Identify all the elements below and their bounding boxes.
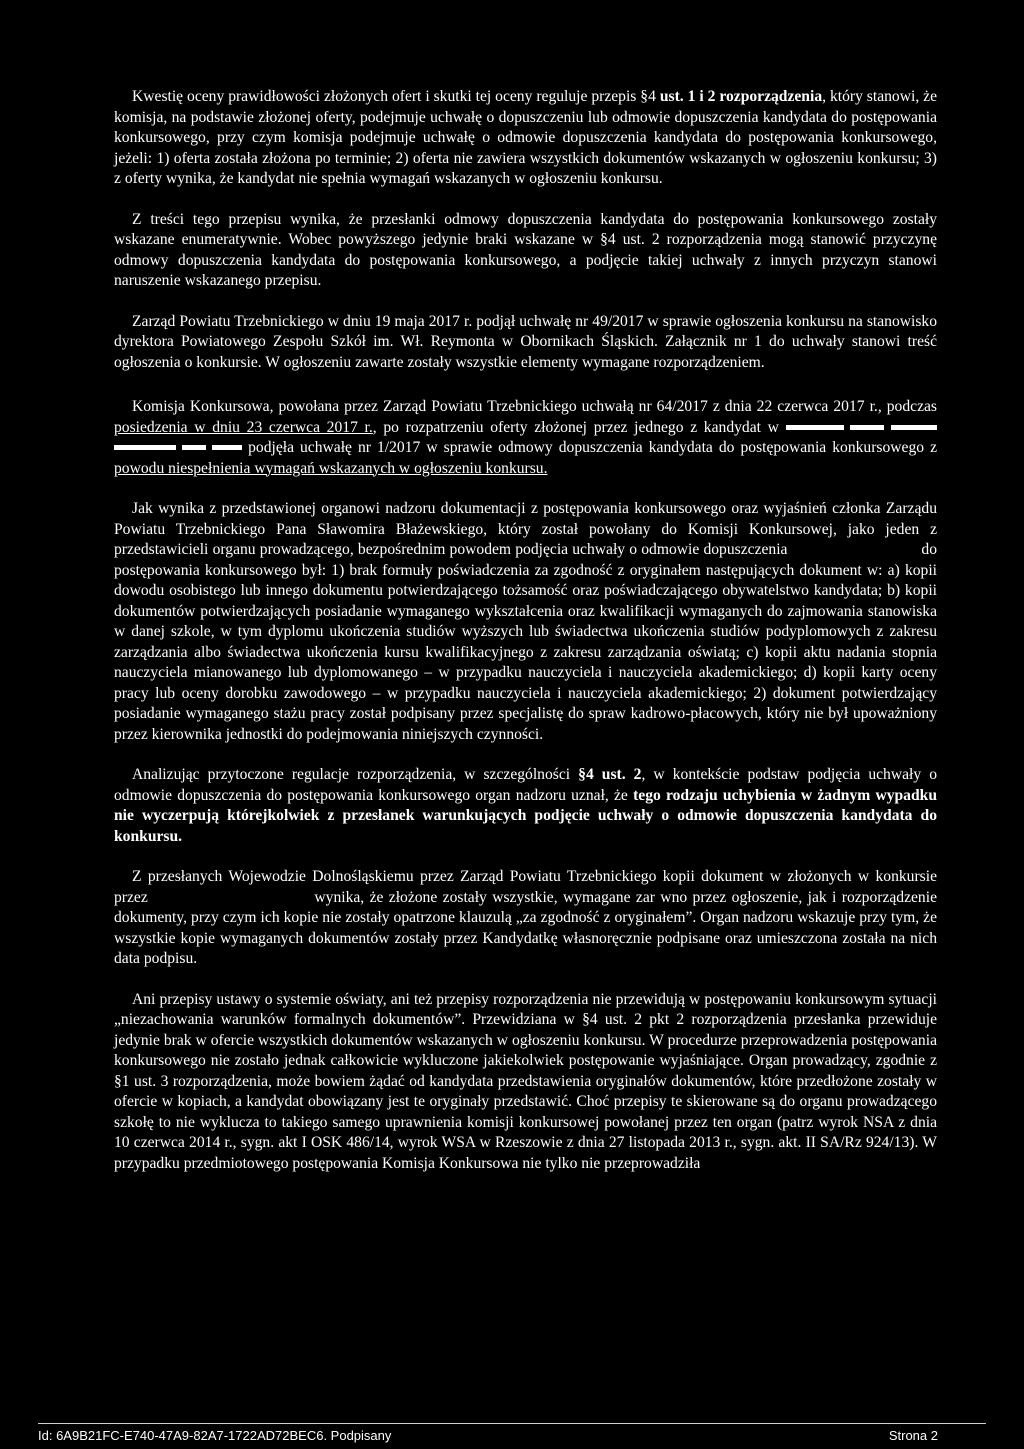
redaction-mark: [212, 445, 242, 450]
paragraph-5: Jak wynika z przedstawionej organowi nadzoru dokumentacji z postępowania konkursowego oraz wyjaśnień członka Zarządu Powiatu Trzebnickiego Pana Sławomira Błażewskiego, który został powołany do Komisji Konkursowej, jako jeden z przedstawicieli organu prowadzącego, bezpośrednim powodem podjęcia uchwały o odmowie dopuszczenia do postępowania konkursowego był: 1) brak formuły poświadczenia za zgodność z oryginałem następujących dokument w: a) kopii dowodu osobistego lub innego dokumentu potwierdzającego tożsamość oraz poświadczającego obywatelstwo kandydata; b) kopii dokumentów potwierdzających posiadanie wymaganego wykształcenia oraz kwalifikacji wymaganych do zajmowania stanowiska w danej szkole, w tym dyplomu ukończenia studiów wyższych lub świadectwa ukończenia studiów podyplomowych z zakresu zarządzania albo świadectwa ukończenia kursu kwalifikacyjnego z zakresu zarządzania oświatą; c) kopii aktu nadania stopnia nauczyciela mianowanego lub dyplomowanego – w przypadku nauczyciela i nauczyciela akademickiego; d) kopii karty oceny pracy lub oceny dorobku zawodowego – w przypadku nauczyciela i nauczyciela akademickiego; 2) dokument potwierdzający posiadanie wymaganego stażu pracy został podpisany przez specjalistę do spraw kadrowo-płacowych, który nie był upoważniony przez kierownika jednostki do podejmowania niniejszych czynności.: [114, 500, 941, 743]
footer-divider: [38, 1423, 986, 1424]
p4-text-a: Komisja Konkursowa, powołana przez Zarząd Powiatu Trzebnickiego uchwałą nr 64/2017 z dnia 22 czerwca 2017 r., podczas: [132, 398, 937, 415]
paragraph-2: Z treści tego przepisu wynika, że przesłanki odmowy dopuszczenia kandydata do postępowania konkursowego zostały wskazane enumeratywnie. Wobec powyższego jedynie braki wskazane w §4 ust. 2 rozporządzenia mogą stanowić przyczynę odmowy dopuszczenia kandydata do postępowania konkursowego, a podjęcie takiej uchwały z innych przyczyn stanowi naruszenie wskazanego przepisu.: [114, 210, 937, 289]
redaction-mark: [182, 445, 206, 450]
footer-page-number: Strona 2: [888, 1428, 938, 1443]
redaction-mark: [850, 425, 884, 430]
paragraph-1: [114, 87, 937, 190]
p6-text-a: Analizując przytoczone regulacje rozporządzenia, w szczególności: [132, 766, 579, 783]
p6-bold-b: §4 ust. 2: [578, 766, 642, 783]
redaction-mark: [891, 425, 937, 430]
p4-underlined-a: posiedzenia w dniu 23 czerwca 2017 r.: [114, 418, 373, 436]
p4-underlined-e: powodu niespełnienia wymagań wskazanych w ogłoszeniu konkursu.: [114, 459, 548, 477]
paragraph-8: Ani przepisy ustawy o systemie oświaty, ani też przepisy rozporządzenia nie przewidują w postępowaniu konkursowym sytuacji „niezachowania warunków formalnych dokumentów”. Przewidziana w §4 ust. 2 pkt 2 rozporządzenia przesłanka przewiduje jedynie brak w ofercie wszystkich dokumentów wskazanych w ogłoszeniu konkursu. W procedurze przeprowadzenia postępowania konkursowego nie zostało jednak całkowicie wykluczone jakiekolwiek postępowanie wyjaśniające. Organ prowadzący, zgodnie z §1 ust. 3 rozporządzenia, może bowiem żądać od kandydata przedstawienia oryginałów dokumentów, które przedłożone zostały w ofercie w kopiach, a kandydat obowiązany jest te oryginały przedstawić. Choć przepisy te skierowane są do organu prowadzącego szkołę to nie wyklucza to takiego samego uprawnienia komisji konkursowej powołanej przez ten organ (patrz wyrok NSA z dnia 10 czerwca 2014 r., sygn. akt I OSK 486/14, wyrok WSA w Rzeszowie z dnia 27 listopada 2013 r., sygn. akt. II SA/Rz 924/13). W przypadku przedmiotowego postępowania Komisja Konkursowa nie tylko nie przeprowadziła: [114, 990, 937, 1172]
paragraph-7: Z przesłanych Wojewodzie Dolnośląskiemu przez Zarząd Powiatu Trzebnickiego kopii dokument w złożonych w konkursie przez wynika, że złożone zostały wszystkie, wymagane zar wno przez ogłoszenie, jak i rozporządzenie dokumenty, przy czym ich kopie nie zostały opatrzone klauzulą „za zgodność z oryginałem”. Organ nadzoru wskazuje przy tym, że wszystkie kopie wymaganych dokumentów zostały przez Kandydatkę własnoręcznie podpisane oraz umieszczona została na nich data podpisu.: [114, 868, 941, 967]
footer-document-id: Id: 6A9B21FC-E740-47A9-82A7-1722AD72BEC6. Podpisany: [38, 1428, 392, 1443]
p1-text-c: , który stanowi, że komisja, na podstawie złożonej oferty, podejmuje uchwałę o dopuszczeniu lub odmowie dopuszczenia kandydata do postępowania konkursowego, przy czym komisja podejmuje uchwałę o odmowie dopuszczenia kandydata do postępowania konkursowego, jeżeli: 1) oferta została złożona po terminie; 2) oferta nie zawiera wszystkich dokumentów wskazanych w ogłoszeniu konkursu; 3) z oferty wynika, że kandydat nie spełnia wymagań wskazanych w ogłoszeniu konkursu.: [114, 88, 937, 187]
paragraph-3: Zarząd Powiatu Trzebnickiego w dniu 19 maja 2017 r. podjął uchwałę nr 49/2017 w sprawie ogłoszenia konkursu na stanowisko dyrektora Powiatowego Zespołu Szkół im. Wł. Reymonta w Obornikach Śląskich. Załącznik nr 1 do uchwały stanowi treść ogłoszenia o konkursie. W ogłoszeniu zawarte zostały wszystkie elementy wymagane rozporządzeniem.: [114, 312, 937, 371]
redaction-mark: [114, 445, 176, 450]
redaction-mark: [786, 425, 844, 430]
paragraph-6: [114, 765, 937, 847]
paragraph-4: [114, 397, 937, 479]
p6-bold-d: tego rodzaju uchybienia w żadnym wypadku nie wyczerpują którejkolwiek z przesłanek warunkujących podjęcie uchwały o odmowie dopuszczenia kandydata do konkursu.: [114, 786, 937, 845]
p4-text-c: , po rozpatrzeniu oferty złożonej przez jednego z kandydat w: [372, 418, 779, 436]
p6-text-c: , w kontekście podstaw podjęcia uchwały o odmowie dopuszczenia do postępowania konkursowego organ nadzoru uznał, że: [114, 766, 938, 804]
p4-text-d: podjęła uchwałę nr 1/2017 w sprawie odmowy dopuszczenia kandydata do postępowania konkursowego z: [248, 439, 938, 456]
document-page: [114, 87, 941, 1194]
p1-text-a: Kwestię oceny prawidłowości złożonych ofert i skutki tej oceny reguluje przepis §4: [132, 88, 656, 105]
p1-bold: ust. 1 i 2 rozporządzenia: [659, 88, 823, 105]
